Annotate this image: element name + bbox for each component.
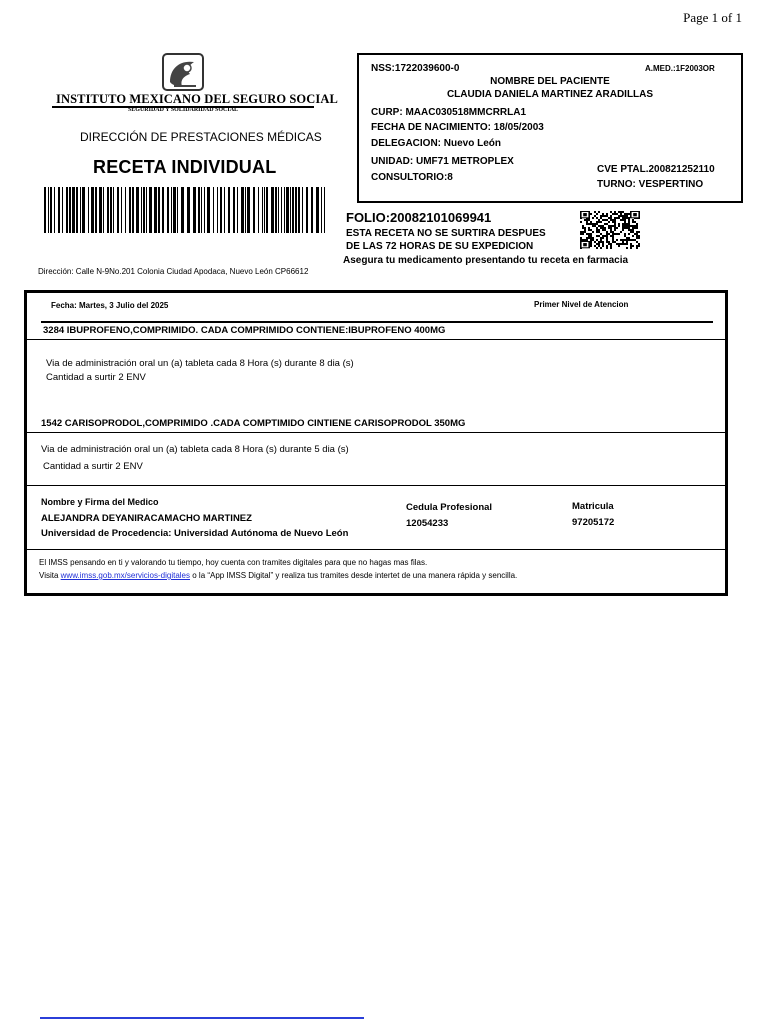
patient-cve: CVE PTAL.200821252110 [597, 164, 715, 175]
doctor-name: ALEJANDRA DEYANIRACAMACHO MARTINEZ [41, 513, 252, 524]
footer-line-2-prefix: Visita [39, 571, 61, 580]
patient-turno: TURNO: VESPERTINO [597, 179, 704, 190]
footer-line-2-suffix: o la “App IMSS Digital” y realiza tus tramites desde intertet de una manera rápida y sencilla. [190, 571, 518, 580]
patient-birth-date: FECHA DE NACIMIENTO: 18/05/2003 [371, 122, 544, 133]
patient-consultorio: CONSULTORIO:8 [371, 172, 453, 183]
digital-services-link[interactable]: www.imss.gob.mx/servicios-digitales [60, 571, 191, 580]
page-number: Page 1 of 1 [683, 10, 742, 25]
expiry-warning [346, 227, 546, 253]
cedula-label: Cedula Profesional [406, 502, 493, 513]
doctor-label: Nombre y Firma del Medico [41, 497, 159, 507]
drug-1-quantity: Cantidad a surtir 2 ENV [46, 372, 146, 383]
care-level: Primer Nivel de Atencion [534, 300, 629, 309]
direction-title: DIRECCIÓN DE PRESTACIONES MÉDICAS [80, 130, 322, 144]
document-title: RECETA INDIVIDUAL [93, 157, 277, 177]
drug-2-quantity: Cantidad a surtir 2 ENV [43, 461, 143, 472]
expiry-warning-line-2: DE LAS 72 HORAS DE SU EXPEDICION [346, 241, 534, 252]
doctor-university: Universidad de Procedencia: Universidad Autónoma de Nuevo León [41, 528, 349, 539]
date-divider [41, 321, 713, 323]
matricula-label: Matricula [572, 501, 614, 512]
patient-delegacion: DELEGACION: Nuevo León [371, 138, 502, 149]
drug-2-name: 1542 CARISOPRODOL,COMPRIMIDO .CADA COMPTIMIDO CINTIENE CARISOPRODOL 350MG [41, 418, 466, 429]
patient-amed: A.MED.:1F2003OR [645, 64, 715, 73]
doctor-divider [27, 485, 725, 486]
institute-subtitle: SEGURIDAD Y SOLIDARIDAD SOCIAL [127, 107, 239, 113]
clinic-address: Dirección: Calle N-9No.201 Colonia Ciudad Apodaca, Nuevo León CP66612 [38, 267, 309, 276]
patient-curp: CURP: MAAC030518MMCRRLA1 [371, 107, 527, 118]
matricula-value: 97205172 [572, 517, 615, 528]
footer-divider [27, 549, 725, 550]
institute-name: INSTITUTO MEXICANO DEL SEGURO SOCIAL [56, 92, 338, 106]
patient-name-label: NOMBRE DEL PACIENTE [490, 76, 610, 87]
cedula-value: 12054233 [406, 518, 449, 529]
bottom-signature-line [40, 1017, 364, 1019]
prescription-box [24, 290, 728, 596]
drug-1-route: Via de administración oral un (a) tableta cada 8 Hora (s) durante 8 dia (s) [46, 358, 354, 369]
patient-name: CLAUDIA DANIELA MARTINEZ ARADILLAS [446, 89, 654, 100]
prescription-date: Fecha: Martes, 3 Julio del 2025 [51, 301, 169, 310]
drug-1-divider [27, 339, 725, 340]
footer-line-2 [39, 571, 517, 580]
qr-code-icon [580, 211, 640, 249]
drug-2-divider [27, 432, 725, 433]
patient-nss: NSS:1722039600-0 [371, 63, 460, 74]
drug-2-route: Via de administración oral un (a) tableta cada 8 Hora (s) durante 5 dia (s) [41, 444, 349, 455]
patient-info-box [357, 53, 743, 203]
imss-eagle-logo-icon [160, 52, 206, 92]
footer-line-1: El IMSS pensando en ti y valorando tu tiempo, hoy cuenta con tramites digitales para que no hagas mas filas. [39, 558, 428, 567]
patient-unidad: UNIDAD: UMF71 METROPLEX [371, 156, 514, 167]
barcode-icon [44, 187, 326, 233]
folio-number: FOLIO:20082101069941 [346, 210, 492, 225]
expiry-warning-line-1: ESTA RECETA NO SE SURTIRA DESPUES [346, 228, 546, 239]
pharmacy-notice: Asegura tu medicamento presentando tu receta en farmacia [343, 255, 629, 266]
drug-1-name: 3284 IBUPROFENO,COMPRIMIDO. CADA COMPRIMIDO CONTIENE:IBUPROFENO 400MG [43, 325, 446, 336]
